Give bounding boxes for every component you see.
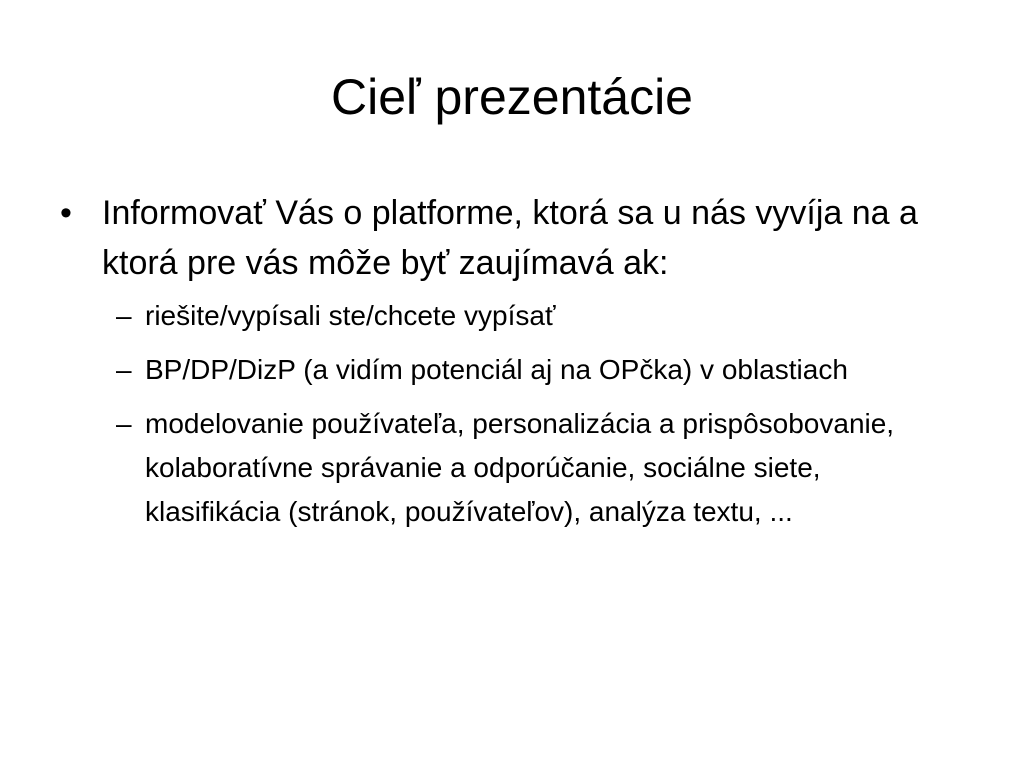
sub-bullet-marker: – — [116, 300, 132, 331]
sub-bullet-item — [56, 294, 956, 338]
sub-bullet-item — [56, 402, 956, 534]
slide-title: Cieľ prezentácie — [331, 69, 693, 125]
sub-bullet-list — [56, 294, 956, 534]
sub-bullet-text: modelovanie používateľa, personalizácia a prispôsobovanie, kolaboratívne správanie a odporúčanie, sociálne siete, klasifikácia (stránok, používateľov), analýza textu, ... — [145, 408, 895, 527]
sub-bullet-marker: – — [116, 408, 132, 439]
bullet-text: Informovať Vás o platforme, ktorá sa u nás vyvíja na a ktorá pre vás môže byť zaujímavá ak: — [102, 194, 918, 282]
bullet-item — [56, 188, 956, 288]
sub-bullet-text: BP/DP/DizP (a vidím potenciál aj na OPčka) v oblastiach — [145, 354, 848, 385]
sub-bullet-text: riešite/vypísali ste/chcete vypísať — [145, 300, 556, 331]
sub-bullet-marker: – — [116, 354, 132, 385]
bullet-marker: • — [60, 194, 72, 232]
slide-content — [56, 188, 956, 544]
sub-bullet-item — [56, 348, 956, 392]
